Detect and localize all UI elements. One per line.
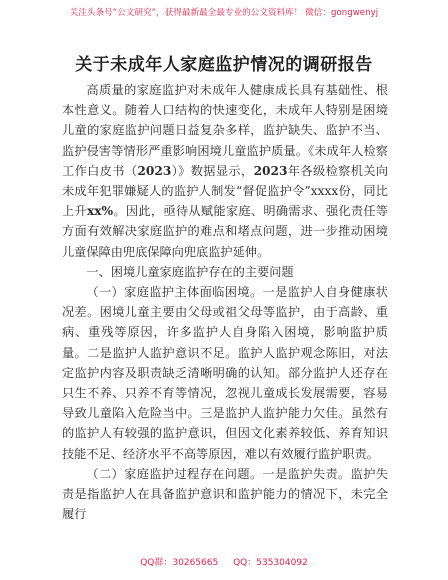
header-notice: 关注头条号“公文研究”，获得最新最全最专业的公文资料库！ 微信：gongwenyj xyxy=(69,8,379,18)
stat-year: 2023 xyxy=(253,163,288,178)
intro-paragraph: 高质量的家庭监护对未成年人健康成长具有基础性、根本性意义。随着人口结构的快速变化，未成年人特别是困境儿童的家庭监护问题日益复杂多样，监护缺失、监护不当、监护侵害等情形严重影响困境儿童监护质量。《未成年人检察工作白皮书（2023）》数据显示，2023年各级检察机关向未成年犯罪嫌疑人的监护人制发“督促监护令”xxxx份，同比上升xx%。因此，亟待从赋能家庭、明确需求、强化责任等方面有效解决家庭监护的难点和堵点问题，进一步推动困境儿童保障由兜底保障向兜底监护延伸。 xyxy=(62,83,389,259)
footer-contact xyxy=(0,555,448,568)
section-heading: 一、困境儿童家庭监护存在的主要问题 xyxy=(86,264,294,279)
document-body xyxy=(62,80,388,524)
body-paragraph: （一）家庭监护主体面临困境。一是监护人自身健康状况差。困境儿童主要由父母或祖父母等监护，由于高龄、重病、重残等原因，许多监护人自身陷入困境，影响监护质量。二是监护人监护意识不足。监护人监护观念陈旧，对法定监护内容及职责缺乏清晰明确的认知。部分监护人还存在只生不养、只养不育等情况，忽视儿童成长发展需要，容易导致儿童陷入危险当中。三是监护人监护能力欠佳。虽然有的监护人有较强的监护意识，但因文化素养较低、养育知识技能不足、经济水平不高等原因，难以有效履行监护职责。 xyxy=(62,285,388,461)
qq-group-text: QQ群：30265665 xyxy=(140,558,219,568)
stat-percent: xx% xyxy=(87,204,114,219)
year-highlight: 2023 xyxy=(137,163,172,178)
body-paragraph: （二）家庭监护过程存在问题。一是监护失责。监护失责是指监护人在具备监护意识和监护能力的情况下，未完全履行 xyxy=(62,466,388,522)
document-title: 关于未成年人家庭监护情况的调研报告 xyxy=(75,55,373,75)
qq-text: QQ：535304092 xyxy=(233,558,308,568)
